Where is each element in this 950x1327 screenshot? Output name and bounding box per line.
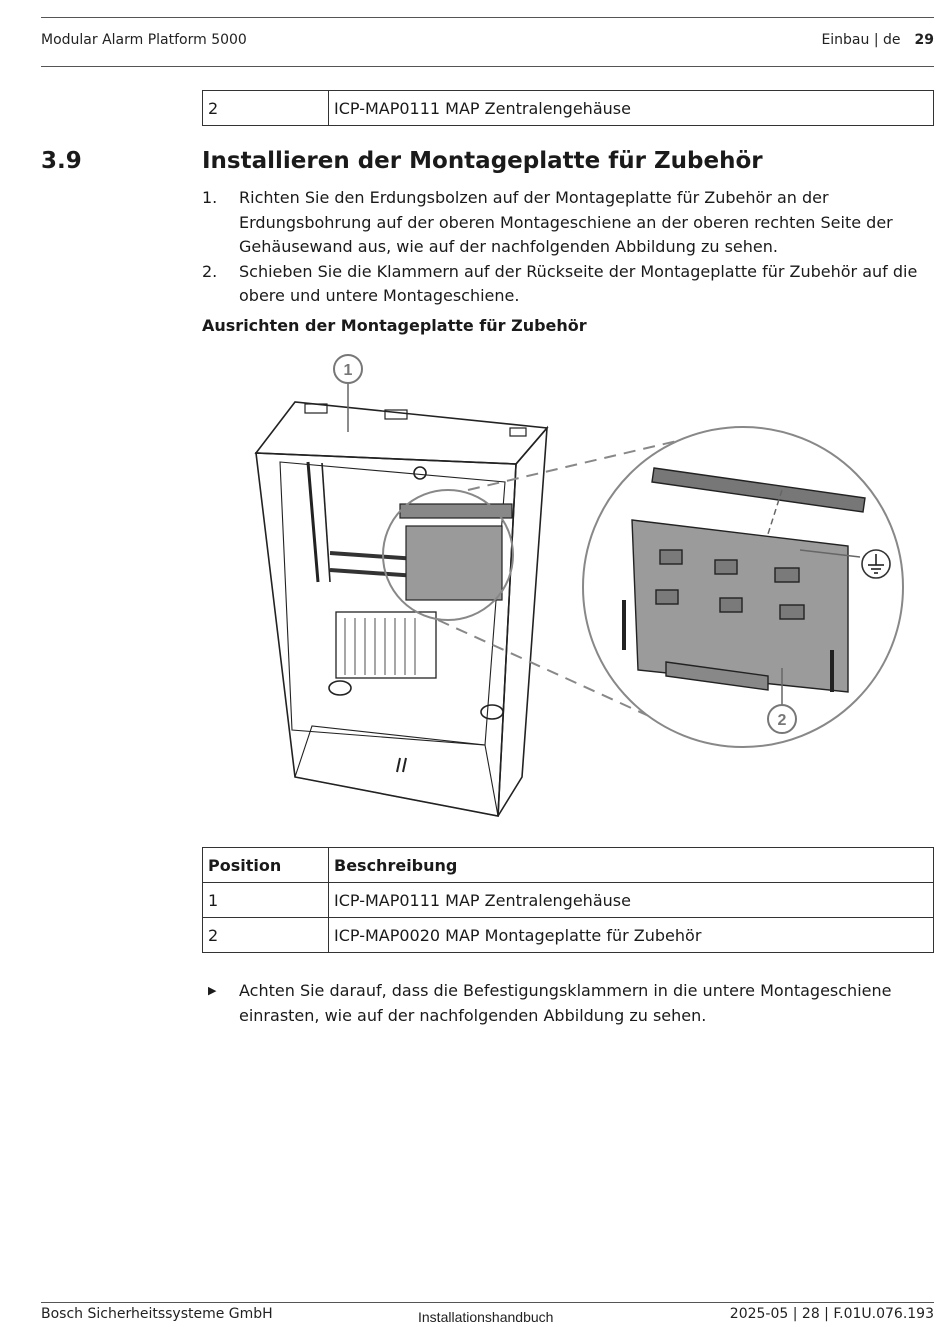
header-section: Einbau | de [821, 32, 901, 48]
steps-list [202, 186, 922, 309]
footer-company: Bosch Sicherheitssysteme GmbH [41, 1306, 273, 1322]
column-header-description: Beschreibung [329, 848, 934, 883]
ground-symbol-icon [862, 550, 890, 578]
table-row [203, 91, 934, 126]
instruction-bullet [202, 979, 902, 1028]
list-item [202, 260, 922, 309]
section-number: 3.9 [41, 148, 82, 174]
callout-1-label: 1 [343, 362, 353, 379]
table-cell-pos: 2 [203, 918, 329, 953]
step-text: Schieben Sie die Klammern auf der Rückseite der Montageplatte für Zubehör auf die obere und untere Montageschiene. [239, 261, 918, 305]
enclosure-side-face [498, 428, 547, 816]
callout-2-label: 2 [777, 712, 787, 729]
callout-2 [768, 705, 796, 733]
table-cell-desc: ICP-MAP0111 MAP Zentralengehäuse [329, 883, 934, 918]
table-row [203, 918, 934, 953]
instruction-text: Achten Sie darauf, dass die Befestigungsklammern in die untere Montageschiene einrasten, wie auf der nachfolgenden Abbildung zu sehen. [239, 981, 892, 1025]
table-cell-pos: 1 [203, 883, 329, 918]
figure-enclosure-diagram [220, 350, 920, 830]
page-number: 29 [914, 32, 934, 48]
footer-rule [41, 1302, 934, 1303]
detail-mounting-plate [624, 520, 848, 692]
top-table [202, 90, 934, 126]
step-number: 1. [202, 188, 218, 207]
header-doc-title: Modular Alarm Platform 5000 [41, 32, 247, 48]
footer-reference: 2025-05 | 28 | F.01U.076.193 [729, 1306, 934, 1322]
header-right [821, 32, 934, 48]
table-cell-desc: ICP-MAP0111 MAP Zentralengehäuse [329, 91, 934, 126]
figure-caption: Ausrichten der Montageplatte für Zubehör [202, 316, 587, 335]
triangle-bullet-icon: ▶ [208, 984, 217, 997]
callout-1 [334, 355, 362, 383]
header-bottom-rule [41, 66, 934, 67]
footer-doc-type: Installationshandbuch [418, 1309, 554, 1325]
header-top-rule [41, 17, 934, 18]
step-text: Richten Sie den Erdungsbolzen auf der Montageplatte für Zubehör an der Erdungsbohrung auf der oberen Montageschiene an der oberen rechten Seite der Gehäusewand aus, wie auf der nachfolgenden Abbildung zu sehen. [239, 188, 893, 256]
table-cell-desc: ICP-MAP0020 MAP Montageplatte für Zubehör [329, 918, 934, 953]
table-header-row [203, 848, 934, 883]
column-header-position: Position [203, 848, 329, 883]
position-table [202, 847, 934, 953]
section-title: Installieren der Montageplatte für Zubehör [202, 148, 763, 174]
step-number: 2. [202, 261, 218, 281]
small-mounting-plate [400, 504, 512, 600]
list-item [202, 186, 922, 260]
enclosure-illustration [220, 350, 920, 830]
table-row [203, 883, 934, 918]
table-cell-pos: 2 [203, 91, 329, 126]
